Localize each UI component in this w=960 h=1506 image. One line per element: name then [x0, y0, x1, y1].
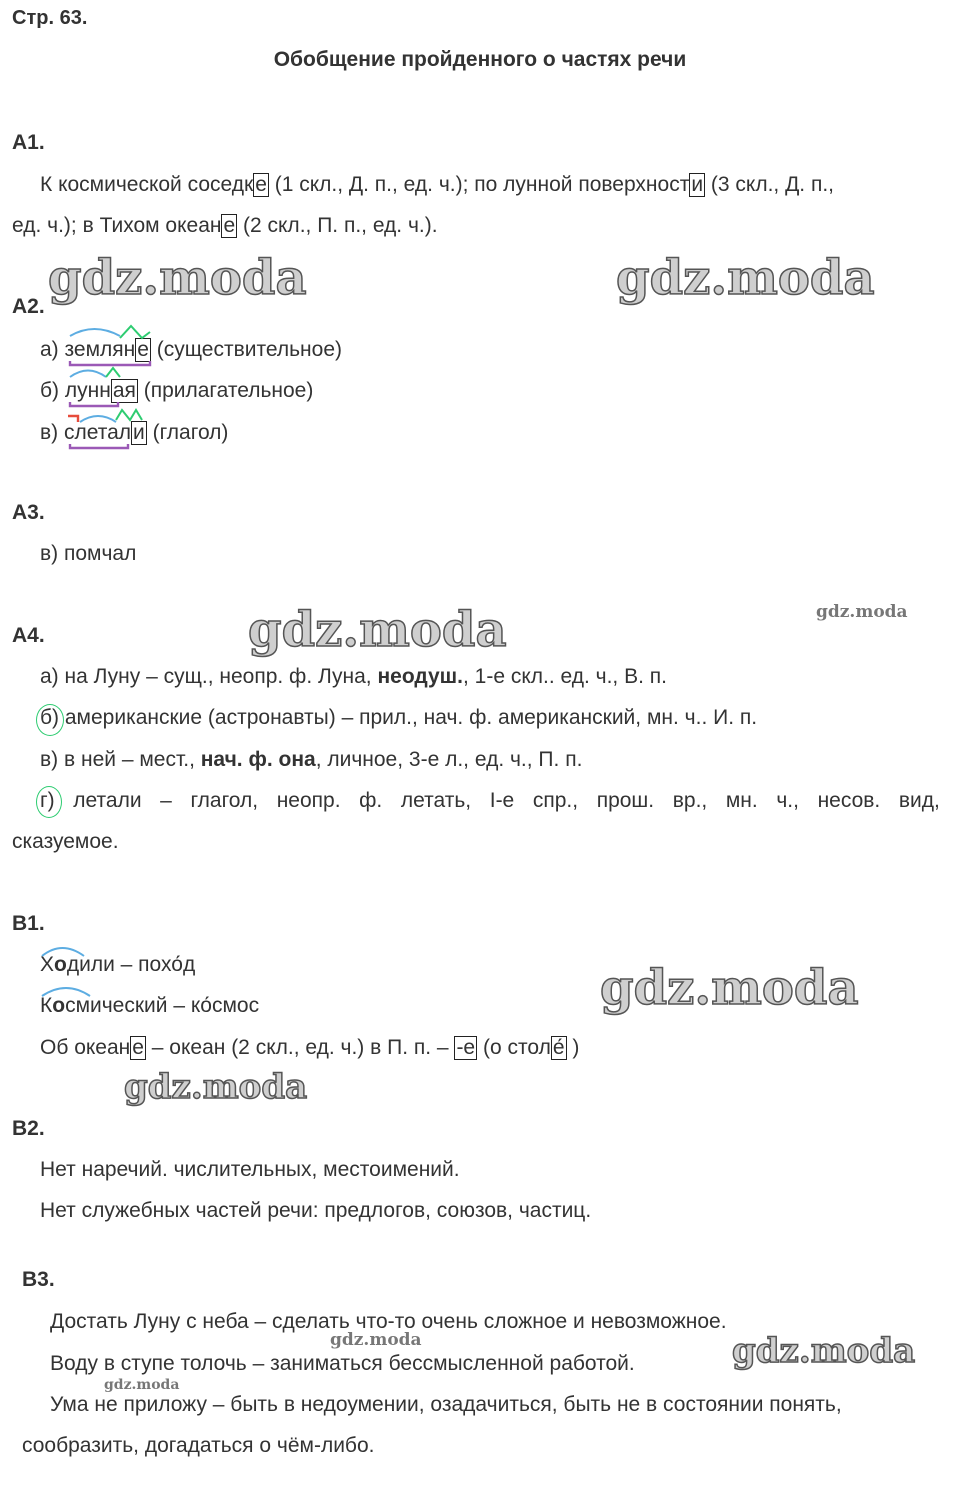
watermark: gdz.moda — [616, 250, 875, 306]
b3-line-4: сообразить, догадаться о чём-либо. — [22, 1434, 375, 1457]
stem-bracket — [70, 361, 150, 365]
suffix-wedge — [116, 410, 142, 420]
ending-box: е — [137, 338, 149, 361]
watermark: gdz.moda — [104, 1377, 180, 1393]
a2-item-b: б) лунная (прилагательное) — [40, 379, 314, 402]
ending-box: и — [133, 421, 145, 444]
watermark: gdz.moda — [48, 250, 307, 306]
task-label-a1: А1. — [12, 131, 45, 154]
a4-item-d: г) летали – глагол, неопр. ф. летать, I-е спр., прош. вр., мн. ч., несов. вид, — [40, 789, 940, 812]
stem-bracket — [70, 402, 118, 406]
watermark: gdz.moda — [732, 1331, 916, 1371]
ending-box: и — [691, 173, 704, 196]
a1-line-1: К космической соседке (1 скл., Д. п., ед. ч.); по лунной поверхности (3 скл., Д. п., — [40, 173, 835, 196]
ending-box: е — [223, 214, 236, 237]
a2-item-a: а) земляне (существительное) — [40, 338, 342, 361]
task-label-b1: В1. — [12, 912, 45, 935]
b1-line-2: Космический – ко́смос — [40, 994, 260, 1017]
stem-bracket — [70, 444, 128, 448]
b1-line-3: Об океане – океан (2 скл., ед. ч.) в П. п. – -е (о столе́ ) — [40, 1036, 580, 1059]
suffix-wedge — [120, 326, 150, 338]
b1-line-1: Ходили – похо́д — [40, 953, 196, 976]
a4-item-d-line-2: сказуемое. — [12, 830, 119, 853]
a4-item-a: а) на Луну – сущ., неопр. ф. Луна, неодуш., 1-е скл.. ед. ч., В. п. — [40, 665, 667, 688]
ending-box: е — [255, 173, 267, 196]
b2-line-1: Нет наречий. числительных, местоимений. — [40, 1158, 460, 1181]
task-label-a3: А3. — [12, 501, 45, 524]
page-title: Обобщение пройденного о частях речи — [273, 48, 687, 71]
watermark: gdz.moda — [330, 1330, 422, 1350]
a1-line-2: ед. ч.); в Тихом океане (2 скл., П. п., ед. ч.). — [12, 214, 438, 237]
suffix-wedge — [106, 368, 120, 377]
a2-item-c: в) слетали (глагол) — [40, 421, 229, 444]
a4-item-c: в) в ней – мест., нач. ф. она, личное, 3-е л., ед. ч., П. п. — [40, 748, 583, 771]
b3-line-2: Воду в ступе толочь – заниматься бессмысленной работой. — [50, 1352, 635, 1375]
root-arc — [70, 329, 120, 336]
task-label-a4: А4. — [12, 624, 45, 647]
page-number: Стр. 63. — [12, 7, 88, 29]
a4-item-b: б) американские (астронавты) – прил., нач. ф. американский, мн. ч.. И. п. — [40, 706, 758, 729]
task-label-a2: А2. — [12, 295, 45, 318]
prefix-mark — [68, 416, 78, 422]
ending-box: ая — [112, 379, 136, 402]
a3-answer: в) помчал — [40, 542, 137, 565]
ending-box: е — [132, 1036, 144, 1059]
watermark: gdz.moda — [248, 602, 507, 658]
root-arc — [70, 371, 106, 378]
watermark: gdz.moda — [816, 602, 908, 622]
ending-box: -е — [456, 1036, 476, 1059]
root-arc — [80, 416, 116, 422]
b3-line-1: Достать Луну с неба – сделать что-то очень сложное и невозможное. — [50, 1310, 727, 1333]
b2-line-2: Нет служебных частей речи: предлогов, союзов, частиц. — [40, 1199, 592, 1222]
ending-box: е́ — [552, 1036, 565, 1059]
task-label-b2: В2. — [12, 1117, 45, 1140]
watermark: gdz.moda — [600, 960, 859, 1016]
task-label-b3: В3. — [22, 1268, 55, 1291]
b3-line-3: Ума не приложу – быть в недоумении, озадачиться, быть не в состоянии понять, — [50, 1393, 842, 1416]
watermark: gdz.moda — [124, 1067, 308, 1107]
